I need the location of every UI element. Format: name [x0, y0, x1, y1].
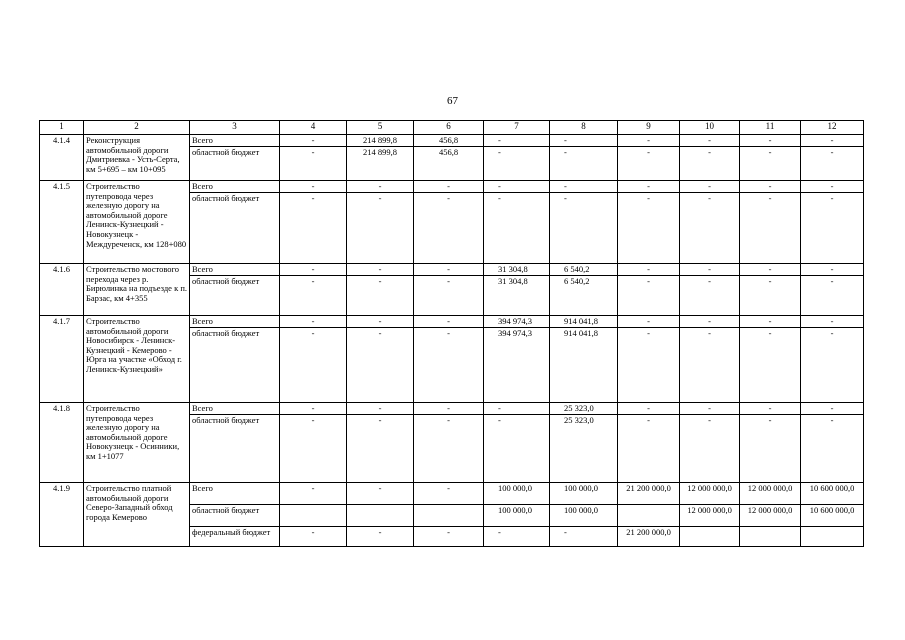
value-cell: -: [484, 135, 550, 147]
value-cell: -: [740, 147, 801, 181]
item-code: 4.1.8: [40, 403, 84, 483]
value-cell: 214 899,8: [347, 147, 414, 181]
value-cell: -: [801, 181, 864, 193]
value-cell: -: [618, 181, 680, 193]
page-number: 67: [447, 95, 458, 107]
value-cell: 21 200 000,0: [618, 527, 680, 547]
value-cell: -: [740, 403, 801, 415]
value-cell: -: [801, 135, 864, 147]
value-cell: -: [414, 316, 484, 328]
value-cell: -: [618, 328, 680, 403]
funding-source: областной бюджет: [190, 328, 280, 403]
value-cell: [618, 505, 680, 527]
item-code: 4.1.5: [40, 181, 84, 264]
value-cell: -: [414, 403, 484, 415]
item-code: 4.1.6: [40, 264, 84, 316]
value-cell: 21 200 000,0: [618, 483, 680, 505]
value-cell: -: [414, 276, 484, 316]
column-header: 6: [414, 121, 484, 135]
value-cell: -: [280, 328, 347, 403]
value-cell: -: [347, 276, 414, 316]
value-cell: -: [550, 527, 618, 547]
value-cell: -: [801, 403, 864, 415]
value-cell: -: [740, 415, 801, 483]
value-cell: [414, 505, 484, 527]
value-cell: -: [618, 135, 680, 147]
value-cell: -: [801, 276, 864, 316]
value-cell: 12 000 000,0: [680, 483, 740, 505]
table-row: [40, 316, 864, 328]
column-header: 10: [680, 121, 740, 135]
value-cell: -: [347, 328, 414, 403]
value-cell: 25 323,0: [550, 403, 618, 415]
value-cell: 12 000 000,0: [680, 505, 740, 527]
value-cell: -: [414, 193, 484, 264]
column-header: 8: [550, 121, 618, 135]
item-code: 4.1.4: [40, 135, 84, 181]
item-code: 4.1.7: [40, 316, 84, 403]
value-cell: -: [414, 181, 484, 193]
header-row: [40, 121, 864, 135]
column-header: 9: [618, 121, 680, 135]
column-header: 4: [280, 121, 347, 135]
value-cell: 394 974,3: [484, 316, 550, 328]
value-cell: -: [484, 193, 550, 264]
value-cell: [740, 527, 801, 547]
value-cell: -: [740, 316, 801, 328]
value-cell: 12 000 000,0: [740, 505, 801, 527]
item-code: 4.1.9: [40, 483, 84, 547]
column-header: 2: [84, 121, 190, 135]
value-cell: -: [280, 483, 347, 505]
value-cell: -: [740, 181, 801, 193]
value-cell: -: [280, 264, 347, 276]
column-header: 7: [484, 121, 550, 135]
value-cell: [280, 505, 347, 527]
funding-source: Всего: [190, 316, 280, 328]
value-cell: 25 323,0: [550, 415, 618, 483]
value-cell: 6 540,2: [550, 264, 618, 276]
value-cell: -: [414, 527, 484, 547]
column-header: 1: [40, 121, 84, 135]
funding-source: Всего: [190, 264, 280, 276]
funding-source: федеральный бюджет: [190, 527, 280, 547]
value-cell: -: [347, 193, 414, 264]
value-cell: -: [280, 276, 347, 316]
value-cell: 31 304,8: [484, 276, 550, 316]
value-cell: -: [550, 135, 618, 147]
value-cell: -: [347, 403, 414, 415]
value-cell: -: [484, 415, 550, 483]
value-cell: 31 304,8: [484, 264, 550, 276]
column-header: 3: [190, 121, 280, 135]
value-cell: [680, 527, 740, 547]
value-cell: -: [618, 403, 680, 415]
value-cell: -: [280, 181, 347, 193]
value-cell: -: [280, 316, 347, 328]
value-cell: -: [680, 276, 740, 316]
funding-source: Всего: [190, 483, 280, 505]
item-name: Строительство автомобильной дороги Новосибирск - Ленинск-Кузнецкий - Кемерово - Юрга на участке «Обход г. Ленинск-Кузнецкий»: [84, 316, 190, 403]
value-cell: -: [618, 316, 680, 328]
value-cell: -: [618, 193, 680, 264]
funding-source: областной бюджет: [190, 147, 280, 181]
value-cell: -: [740, 193, 801, 264]
value-cell: -: [484, 403, 550, 415]
funding-source: Всего: [190, 403, 280, 415]
table-row: [40, 403, 864, 415]
value-cell: 6 540,2: [550, 276, 618, 316]
value-cell: -: [280, 527, 347, 547]
table-row: [40, 181, 864, 193]
value-cell: -: [550, 181, 618, 193]
value-cell: [801, 527, 864, 547]
value-cell: -: [347, 415, 414, 483]
table-row: [40, 483, 864, 505]
value-cell: -: [414, 415, 484, 483]
value-cell: [347, 505, 414, 527]
value-cell: -: [680, 147, 740, 181]
funding-source: областной бюджет: [190, 193, 280, 264]
table-row: [40, 264, 864, 276]
value-cell: 10 600 000,0: [801, 483, 864, 505]
value-cell: -: [414, 328, 484, 403]
value-cell: 100 000,0: [484, 505, 550, 527]
funding-source: Всего: [190, 135, 280, 147]
value-cell: -: [801, 147, 864, 181]
value-cell: -: [740, 328, 801, 403]
value-cell: 214 899,8: [347, 135, 414, 147]
value-cell: -: [484, 181, 550, 193]
value-cell: -: [347, 316, 414, 328]
value-cell: -: [550, 147, 618, 181]
value-cell: -: [801, 316, 864, 328]
value-cell: -: [680, 264, 740, 276]
value-cell: -: [280, 415, 347, 483]
value-cell: -: [347, 264, 414, 276]
item-name: Строительство мостового перехода через р. Бирюлинка на подъезде к п. Барзас, км 4+355: [84, 264, 190, 316]
budget-table: [39, 120, 864, 547]
value-cell: -: [347, 483, 414, 505]
value-cell: -: [801, 264, 864, 276]
value-cell: -: [680, 316, 740, 328]
value-cell: 10 600 000,0: [801, 505, 864, 527]
value-cell: -: [347, 181, 414, 193]
value-cell: -: [801, 328, 864, 403]
value-cell: -: [680, 181, 740, 193]
value-cell: -: [740, 135, 801, 147]
value-cell: 914 041,8: [550, 316, 618, 328]
value-cell: 394 974,3: [484, 328, 550, 403]
funding-source: областной бюджет: [190, 505, 280, 527]
column-header: 12: [801, 121, 864, 135]
value-cell: -: [680, 135, 740, 147]
item-name: Строительство платной автомобильной дороги Северо-Западный обход города Кемерово: [84, 483, 190, 547]
value-cell: -: [618, 264, 680, 276]
value-cell: -: [740, 264, 801, 276]
value-cell: -: [484, 147, 550, 181]
value-cell: 914 041,8: [550, 328, 618, 403]
value-cell: -: [347, 527, 414, 547]
value-cell: -: [680, 193, 740, 264]
value-cell: -: [280, 193, 347, 264]
value-cell: -: [801, 415, 864, 483]
table-row: [40, 135, 864, 147]
column-header: 5: [347, 121, 414, 135]
value-cell: 100 000,0: [484, 483, 550, 505]
value-cell: -: [680, 415, 740, 483]
value-cell: 100 000,0: [550, 505, 618, 527]
value-cell: -: [414, 483, 484, 505]
item-name: Строительство путепровода через железную дорогу на автомобильной дороге Новокузнецк - Осинники, км 1+1077: [84, 403, 190, 483]
value-cell: -: [680, 328, 740, 403]
value-cell: 12 000 000,0: [740, 483, 801, 505]
value-cell: -: [484, 527, 550, 547]
value-cell: -: [618, 276, 680, 316]
value-cell: -: [280, 403, 347, 415]
value-cell: -: [618, 415, 680, 483]
value-cell: -: [414, 264, 484, 276]
funding-source: Всего: [190, 181, 280, 193]
value-cell: 456,8: [414, 135, 484, 147]
item-name: Строительство путепровода через железную дорогу на автомобильной дороге Ленинск-Кузнецкий - Новокузнецк - Междуреченск, км 128+080: [84, 181, 190, 264]
funding-source: областной бюджет: [190, 415, 280, 483]
value-cell: -: [280, 135, 347, 147]
value-cell: 100 000,0: [550, 483, 618, 505]
value-cell: 456,8: [414, 147, 484, 181]
item-name: Реконструкция автомобильной дороги Дмитриевка - Усть-Серта, км 5+695 – км 10+095: [84, 135, 190, 181]
value-cell: -: [740, 276, 801, 316]
column-header: 11: [740, 121, 801, 135]
value-cell: -: [280, 147, 347, 181]
value-cell: -: [801, 193, 864, 264]
value-cell: -: [680, 403, 740, 415]
value-cell: -: [618, 147, 680, 181]
funding-source: областной бюджет: [190, 276, 280, 316]
value-cell: -: [550, 193, 618, 264]
